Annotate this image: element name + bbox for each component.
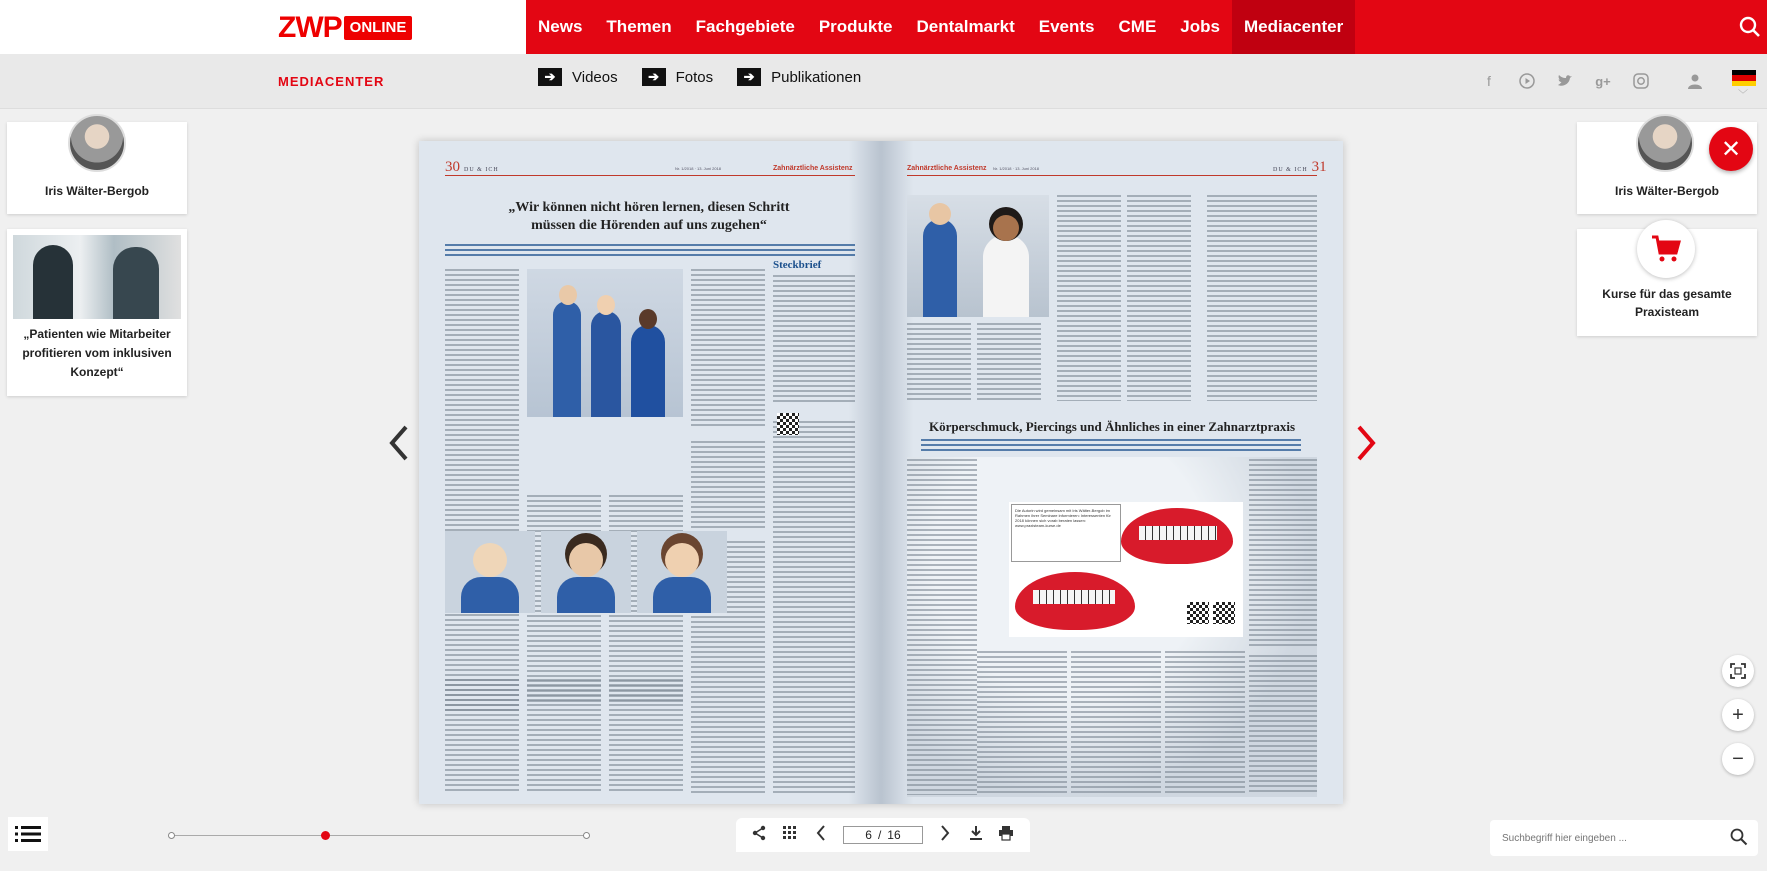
share-icon — [751, 825, 767, 841]
text-column — [1249, 655, 1317, 795]
chevron-right-icon — [1355, 423, 1379, 463]
subnav-label: Publikationen — [771, 68, 862, 86]
author-card-left[interactable] — [7, 122, 187, 214]
nav-item-dentalmarkt[interactable]: Dentalmarkt — [916, 17, 1015, 36]
page-category: Zahnärztliche Assistenz — [907, 165, 987, 172]
twitter-icon[interactable] — [1556, 72, 1574, 90]
issue-date: Nr. 1/2018 · 13. Juni 2018 — [675, 166, 722, 171]
search-icon[interactable] — [1730, 828, 1750, 848]
subnav-publikationen[interactable] — [737, 68, 861, 86]
qr-code — [1213, 602, 1235, 624]
page-number-input[interactable] — [843, 826, 923, 844]
grid-icon — [783, 826, 797, 840]
nav-item-produkte[interactable]: Produkte — [818, 17, 893, 36]
portrait-photo — [541, 531, 631, 613]
text-column — [773, 275, 855, 405]
chevron-left-icon — [386, 423, 410, 463]
text-column — [1249, 459, 1317, 649]
sub-nav — [0, 54, 1767, 109]
text-column — [1071, 651, 1161, 795]
german-flag-icon[interactable] — [1732, 70, 1756, 86]
search-icon — [1739, 16, 1761, 38]
page-slider[interactable] — [172, 835, 586, 836]
next-page-button[interactable] — [1352, 423, 1382, 463]
text-column — [977, 651, 1067, 795]
zoom-out-button[interactable] — [1722, 743, 1754, 775]
article-photo-team — [527, 269, 683, 417]
nav-item-news[interactable]: News — [538, 17, 583, 36]
download-icon — [969, 825, 983, 841]
info-box: Die Autorin wird gemeinsam mit Iris Wälter-Bergob im Rahmen ihrer Seminare informieren: Interessenten für 2018 können sich vorab beraten lassen: www.praxisteam-kurse.de — [1011, 504, 1121, 562]
table-of-contents-button[interactable] — [8, 817, 48, 851]
chevron-right-icon — [940, 825, 950, 841]
course-label: Kurse für das gesamte Praxisteam — [1602, 287, 1732, 319]
issue-date: Nr. 1/2018 · 13. Juni 2018 — [993, 166, 1040, 171]
qr-code — [777, 413, 799, 435]
next-page-small-button[interactable] — [936, 825, 954, 846]
nav-item-jobs[interactable]: Jobs — [1180, 17, 1220, 36]
magazine-page-right — [881, 141, 1343, 804]
nav-item-fachgebiete[interactable]: Fachgebiete — [695, 17, 795, 36]
search-input[interactable] — [1502, 828, 1722, 848]
article-lead — [445, 244, 855, 258]
print-button[interactable] — [997, 825, 1015, 846]
text-column — [691, 441, 765, 531]
instagram-icon[interactable] — [1632, 72, 1650, 90]
main-nav — [526, 0, 1733, 54]
article-thumbnail — [13, 235, 181, 319]
download-button[interactable] — [967, 825, 985, 846]
previous-page-button[interactable] — [383, 423, 413, 463]
plus-icon: + — [1732, 703, 1744, 726]
close-button[interactable] — [1709, 127, 1753, 171]
article-lead — [921, 439, 1301, 451]
subnav-videos[interactable] — [538, 68, 618, 86]
current-page: 6 — [865, 828, 872, 842]
text-column — [691, 269, 765, 429]
arrow-right-icon: ➔ — [642, 68, 666, 86]
chevron-down-icon[interactable]: ﹀ — [1738, 90, 1748, 101]
portrait-photo — [637, 531, 727, 613]
subnav-label: Videos — [572, 68, 618, 86]
previous-page-small-button[interactable] — [812, 825, 830, 846]
text-column — [773, 421, 855, 794]
print-icon — [998, 825, 1014, 841]
arrow-right-icon: ➔ — [737, 68, 761, 86]
text-column — [527, 679, 601, 794]
slider-start — [168, 832, 175, 839]
author-name: Iris Wälter-Bergob — [1614, 184, 1719, 198]
author-avatar — [68, 114, 126, 172]
author-avatar — [1636, 114, 1694, 172]
text-column — [1127, 195, 1191, 401]
googleplus-icon[interactable]: g+ — [1595, 73, 1611, 89]
zoom-in-button[interactable] — [1722, 699, 1754, 731]
text-column — [1165, 651, 1245, 795]
subnav-label: Fotos — [675, 68, 714, 86]
facebook-icon[interactable]: f — [1487, 73, 1491, 89]
slider-end — [583, 832, 590, 839]
nav-item-themen[interactable]: Themen — [606, 17, 672, 36]
page-separator: / — [877, 828, 882, 842]
youtube-icon[interactable] — [1518, 72, 1536, 90]
text-column — [1207, 195, 1317, 401]
nav-item-cme[interactable]: CME — [1118, 17, 1157, 36]
grid-view-button[interactable] — [781, 826, 799, 845]
logo-badge: ONLINE — [344, 16, 413, 40]
portrait-photo — [445, 531, 535, 613]
text-column — [445, 269, 519, 711]
arrow-right-icon: ➔ — [538, 68, 562, 86]
shopping-cart-icon — [1650, 234, 1682, 264]
search-button[interactable] — [1733, 0, 1767, 54]
article-headline: „Wir können nicht hören lernen, diesen Schritt müssen die Hörenden auf uns zugehen“ — [508, 200, 790, 233]
slider-handle[interactable] — [321, 831, 330, 840]
chevron-left-icon — [816, 825, 826, 841]
page-number: DU & ICH 31 — [1273, 159, 1327, 175]
text-column — [907, 459, 977, 795]
total-pages: 16 — [887, 828, 901, 842]
magazine-page-left — [419, 141, 881, 804]
article-headline: Körperschmuck, Piercings und Ähnliches in einer Zahnarztpraxis — [928, 419, 1296, 434]
user-icon[interactable] — [1686, 72, 1704, 90]
nav-item-events[interactable]: Events — [1038, 17, 1095, 36]
logo-text: ZWP — [278, 11, 342, 44]
text-column — [977, 323, 1041, 401]
nav-item-mediacenter[interactable]: Mediacenter — [1232, 0, 1355, 54]
text-column — [1057, 195, 1121, 401]
fullscreen-icon — [1730, 663, 1746, 679]
cart-button[interactable] — [1637, 220, 1695, 278]
magazine-spread[interactable] — [419, 141, 1343, 804]
close-icon: ✕ — [1720, 135, 1742, 163]
page-number: 30 DU & ICH — [445, 159, 499, 175]
text-column — [907, 323, 971, 401]
share-button[interactable] — [750, 825, 768, 846]
article-title: „Patienten wie Mitarbeiter profitieren vom inklusiven Konzept“ — [22, 327, 172, 379]
text-column — [609, 679, 683, 794]
list-icon — [15, 825, 41, 843]
zwp-online-logo[interactable] — [278, 11, 412, 44]
section-title: MEDIACENTER — [278, 74, 385, 89]
text-column — [445, 679, 519, 794]
minus-icon: − — [1732, 747, 1744, 770]
magazine-search — [1490, 820, 1758, 856]
page-category: Zahnärztliche Assistenz — [773, 165, 853, 172]
article-teaser-card[interactable] — [7, 229, 187, 396]
article-photo-practice — [907, 195, 1049, 317]
sidebar-title: Steckbrief — [773, 259, 822, 271]
qr-code — [1187, 602, 1209, 624]
author-name: Iris Wälter-Bergob — [44, 184, 149, 198]
subnav-fotos[interactable] — [642, 68, 714, 86]
fullscreen-button[interactable] — [1722, 655, 1754, 687]
page-navigation — [736, 818, 1030, 852]
